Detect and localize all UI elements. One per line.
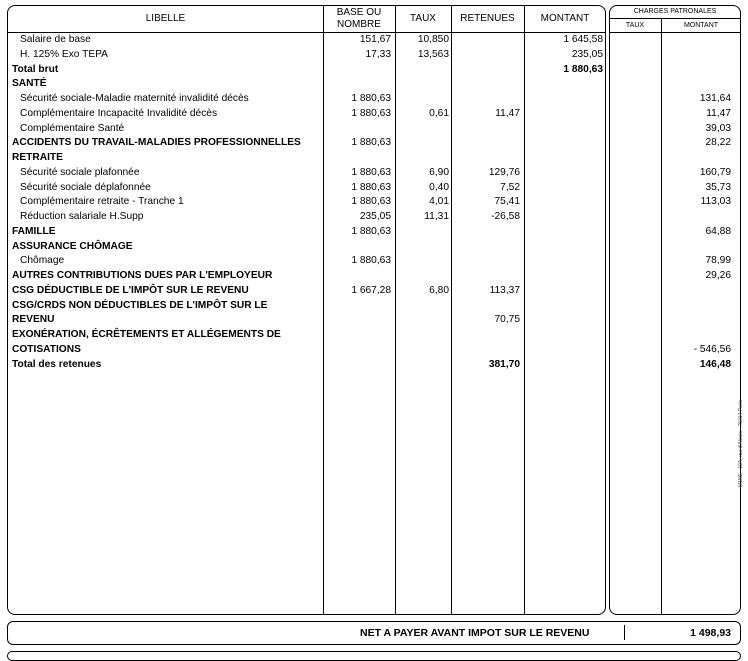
table-row bbox=[0, 210, 748, 225]
row-label: COTISATIONS bbox=[12, 343, 81, 355]
row-taux: 11,31 bbox=[424, 211, 449, 222]
row-base: 235,05 bbox=[359, 211, 391, 222]
table-row bbox=[0, 225, 748, 240]
header-montant: MONTANT bbox=[540, 13, 590, 24]
table-row bbox=[0, 77, 748, 92]
table-row bbox=[0, 269, 748, 284]
row-label: Salaire de base bbox=[20, 34, 91, 45]
table-row bbox=[0, 254, 748, 269]
row-label: Total des retenues bbox=[12, 358, 102, 370]
row-label: SANTÉ bbox=[12, 78, 47, 90]
table-row bbox=[0, 48, 748, 63]
row-montant: 1 880,63 bbox=[563, 63, 603, 75]
row-base: 17,33 bbox=[365, 48, 391, 60]
row-retenues: 75,41 bbox=[494, 196, 520, 208]
row-label: CSG DÉDUCTIBLE DE L'IMPÔT SUR LE REVENU bbox=[12, 284, 249, 296]
table-row bbox=[0, 63, 748, 78]
header-taux: TAUX bbox=[410, 13, 436, 24]
row-label: Complémentaire Santé bbox=[20, 122, 125, 134]
table-row bbox=[0, 107, 748, 122]
row-label: Sécurité sociale déplafonnée bbox=[20, 181, 151, 193]
row-taux: 0,61 bbox=[429, 107, 449, 119]
net-value: 1 498,93 bbox=[690, 627, 731, 639]
table-row bbox=[0, 313, 748, 328]
row-base: 1 880,63 bbox=[351, 166, 391, 178]
row-retenues: 7,52 bbox=[500, 181, 520, 193]
row-base: 1 880,63 bbox=[351, 181, 391, 193]
row-base: 1 880,63 bbox=[351, 137, 391, 149]
row-label: ASSURANCE CHÔMAGE bbox=[12, 240, 133, 252]
table-row bbox=[0, 151, 748, 166]
row-retenues: 11,47 bbox=[495, 107, 520, 119]
net-label: NET A PAYER AVANT IMPOT SUR LE REVENU bbox=[360, 627, 590, 639]
row-base: 151,67 bbox=[359, 34, 391, 45]
row-label: FAMILLE bbox=[12, 225, 56, 237]
table-row bbox=[0, 195, 748, 210]
header-base-line1: BASE OU bbox=[336, 7, 382, 18]
row-p-montant: - 546,56 bbox=[693, 343, 731, 355]
row-montant: 235,05 bbox=[571, 48, 603, 60]
row-base: 1 880,63 bbox=[351, 225, 391, 237]
row-label: Sécurité sociale-Maladie maternité invalidité décès bbox=[20, 93, 249, 104]
table-row bbox=[0, 299, 748, 314]
row-label: Complémentaire retraite - Tranche 1 bbox=[20, 196, 184, 208]
row-label: Total brut bbox=[12, 63, 59, 75]
row-label: H. 125% Exo TEPA bbox=[20, 48, 108, 60]
table-row bbox=[0, 284, 748, 299]
table-row bbox=[0, 358, 748, 373]
patronal-header-rule-top bbox=[610, 18, 740, 19]
row-taux: 6,80 bbox=[429, 284, 449, 296]
row-taux: 0,40 bbox=[429, 181, 449, 193]
header-patronal-montant: MONTANT bbox=[683, 22, 719, 29]
header-retenues: RETENUES bbox=[460, 13, 515, 24]
row-taux: 6,90 bbox=[429, 166, 449, 178]
header-patronal-taux: TAUX bbox=[625, 22, 645, 29]
row-label: Sécurité sociale plafonnée bbox=[20, 166, 140, 178]
row-base: 1 667,28 bbox=[351, 284, 391, 296]
table-row bbox=[0, 240, 748, 255]
table-row bbox=[0, 92, 748, 107]
row-label: Réduction salariale H.Supp bbox=[20, 211, 144, 222]
row-label: RETRAITE bbox=[12, 152, 63, 163]
table-row bbox=[0, 343, 748, 358]
row-label: CSG/CRDS NON DÉDUCTIBLES DE L'IMPÔT SUR LE bbox=[12, 299, 268, 311]
row-p-montant: 160,79 bbox=[699, 166, 731, 178]
row-p-montant: 78,99 bbox=[705, 255, 731, 267]
row-label: Complémentaire Incapacité Invalidité décès bbox=[20, 107, 218, 119]
row-base: 1 880,63 bbox=[351, 107, 391, 119]
row-label: Chômage bbox=[20, 255, 65, 267]
table-row bbox=[0, 166, 748, 181]
row-taux: 13,563 bbox=[417, 48, 449, 60]
row-p-montant: 64,88 bbox=[705, 225, 731, 237]
header-base-line2: NOMBRE bbox=[337, 19, 381, 30]
table-row bbox=[0, 328, 748, 343]
row-retenues: -26,58 bbox=[491, 211, 520, 222]
table-row bbox=[0, 136, 748, 151]
table-row bbox=[0, 122, 748, 137]
header-libelle: LIBELLE bbox=[145, 13, 186, 24]
row-taux: 4,01 bbox=[429, 196, 449, 208]
header-charges-patronales: CHARGES PATRONALES bbox=[633, 8, 717, 15]
row-p-montant: 113,03 bbox=[700, 196, 731, 208]
row-p-montant: 35,73 bbox=[705, 181, 731, 193]
row-retenues: 381,70 bbox=[488, 358, 520, 370]
row-retenues: 113,37 bbox=[489, 284, 520, 296]
net-separator bbox=[624, 625, 625, 640]
row-label: REVENU bbox=[12, 314, 55, 326]
row-base: 1 880,63 bbox=[351, 93, 391, 104]
row-p-montant: 131,64 bbox=[699, 93, 731, 104]
row-p-montant: 39,03 bbox=[705, 122, 731, 134]
row-montant: 1 645,58 bbox=[563, 34, 603, 45]
row-p-montant: 146,48 bbox=[699, 358, 731, 370]
row-label: EXONÉRATION, ÉCRÊTEMENTS ET ALLÉGEMENTS DE bbox=[12, 329, 281, 340]
row-p-montant: 29,26 bbox=[705, 270, 731, 281]
row-retenues: 129,76 bbox=[488, 166, 520, 178]
row-p-montant: 28,22 bbox=[705, 137, 731, 149]
row-base: 1 880,63 bbox=[351, 196, 391, 208]
printer-note: M1NE - 19A, rue d'Alésia - 75014 Paris bbox=[738, 399, 744, 487]
table-row bbox=[0, 181, 748, 196]
row-retenues: 70,75 bbox=[494, 314, 520, 326]
row-label: ACCIDENTS DU TRAVAIL-MALADIES PROFESSIONNELLES bbox=[12, 137, 301, 149]
row-p-montant: 11,47 bbox=[706, 107, 731, 119]
table-row bbox=[0, 33, 748, 48]
row-taux: 10,850 bbox=[417, 34, 449, 45]
row-label: AUTRES CONTRIBUTIONS DUES PAR L'EMPLOYEUR bbox=[12, 270, 273, 281]
row-base: 1 880,63 bbox=[351, 255, 391, 267]
